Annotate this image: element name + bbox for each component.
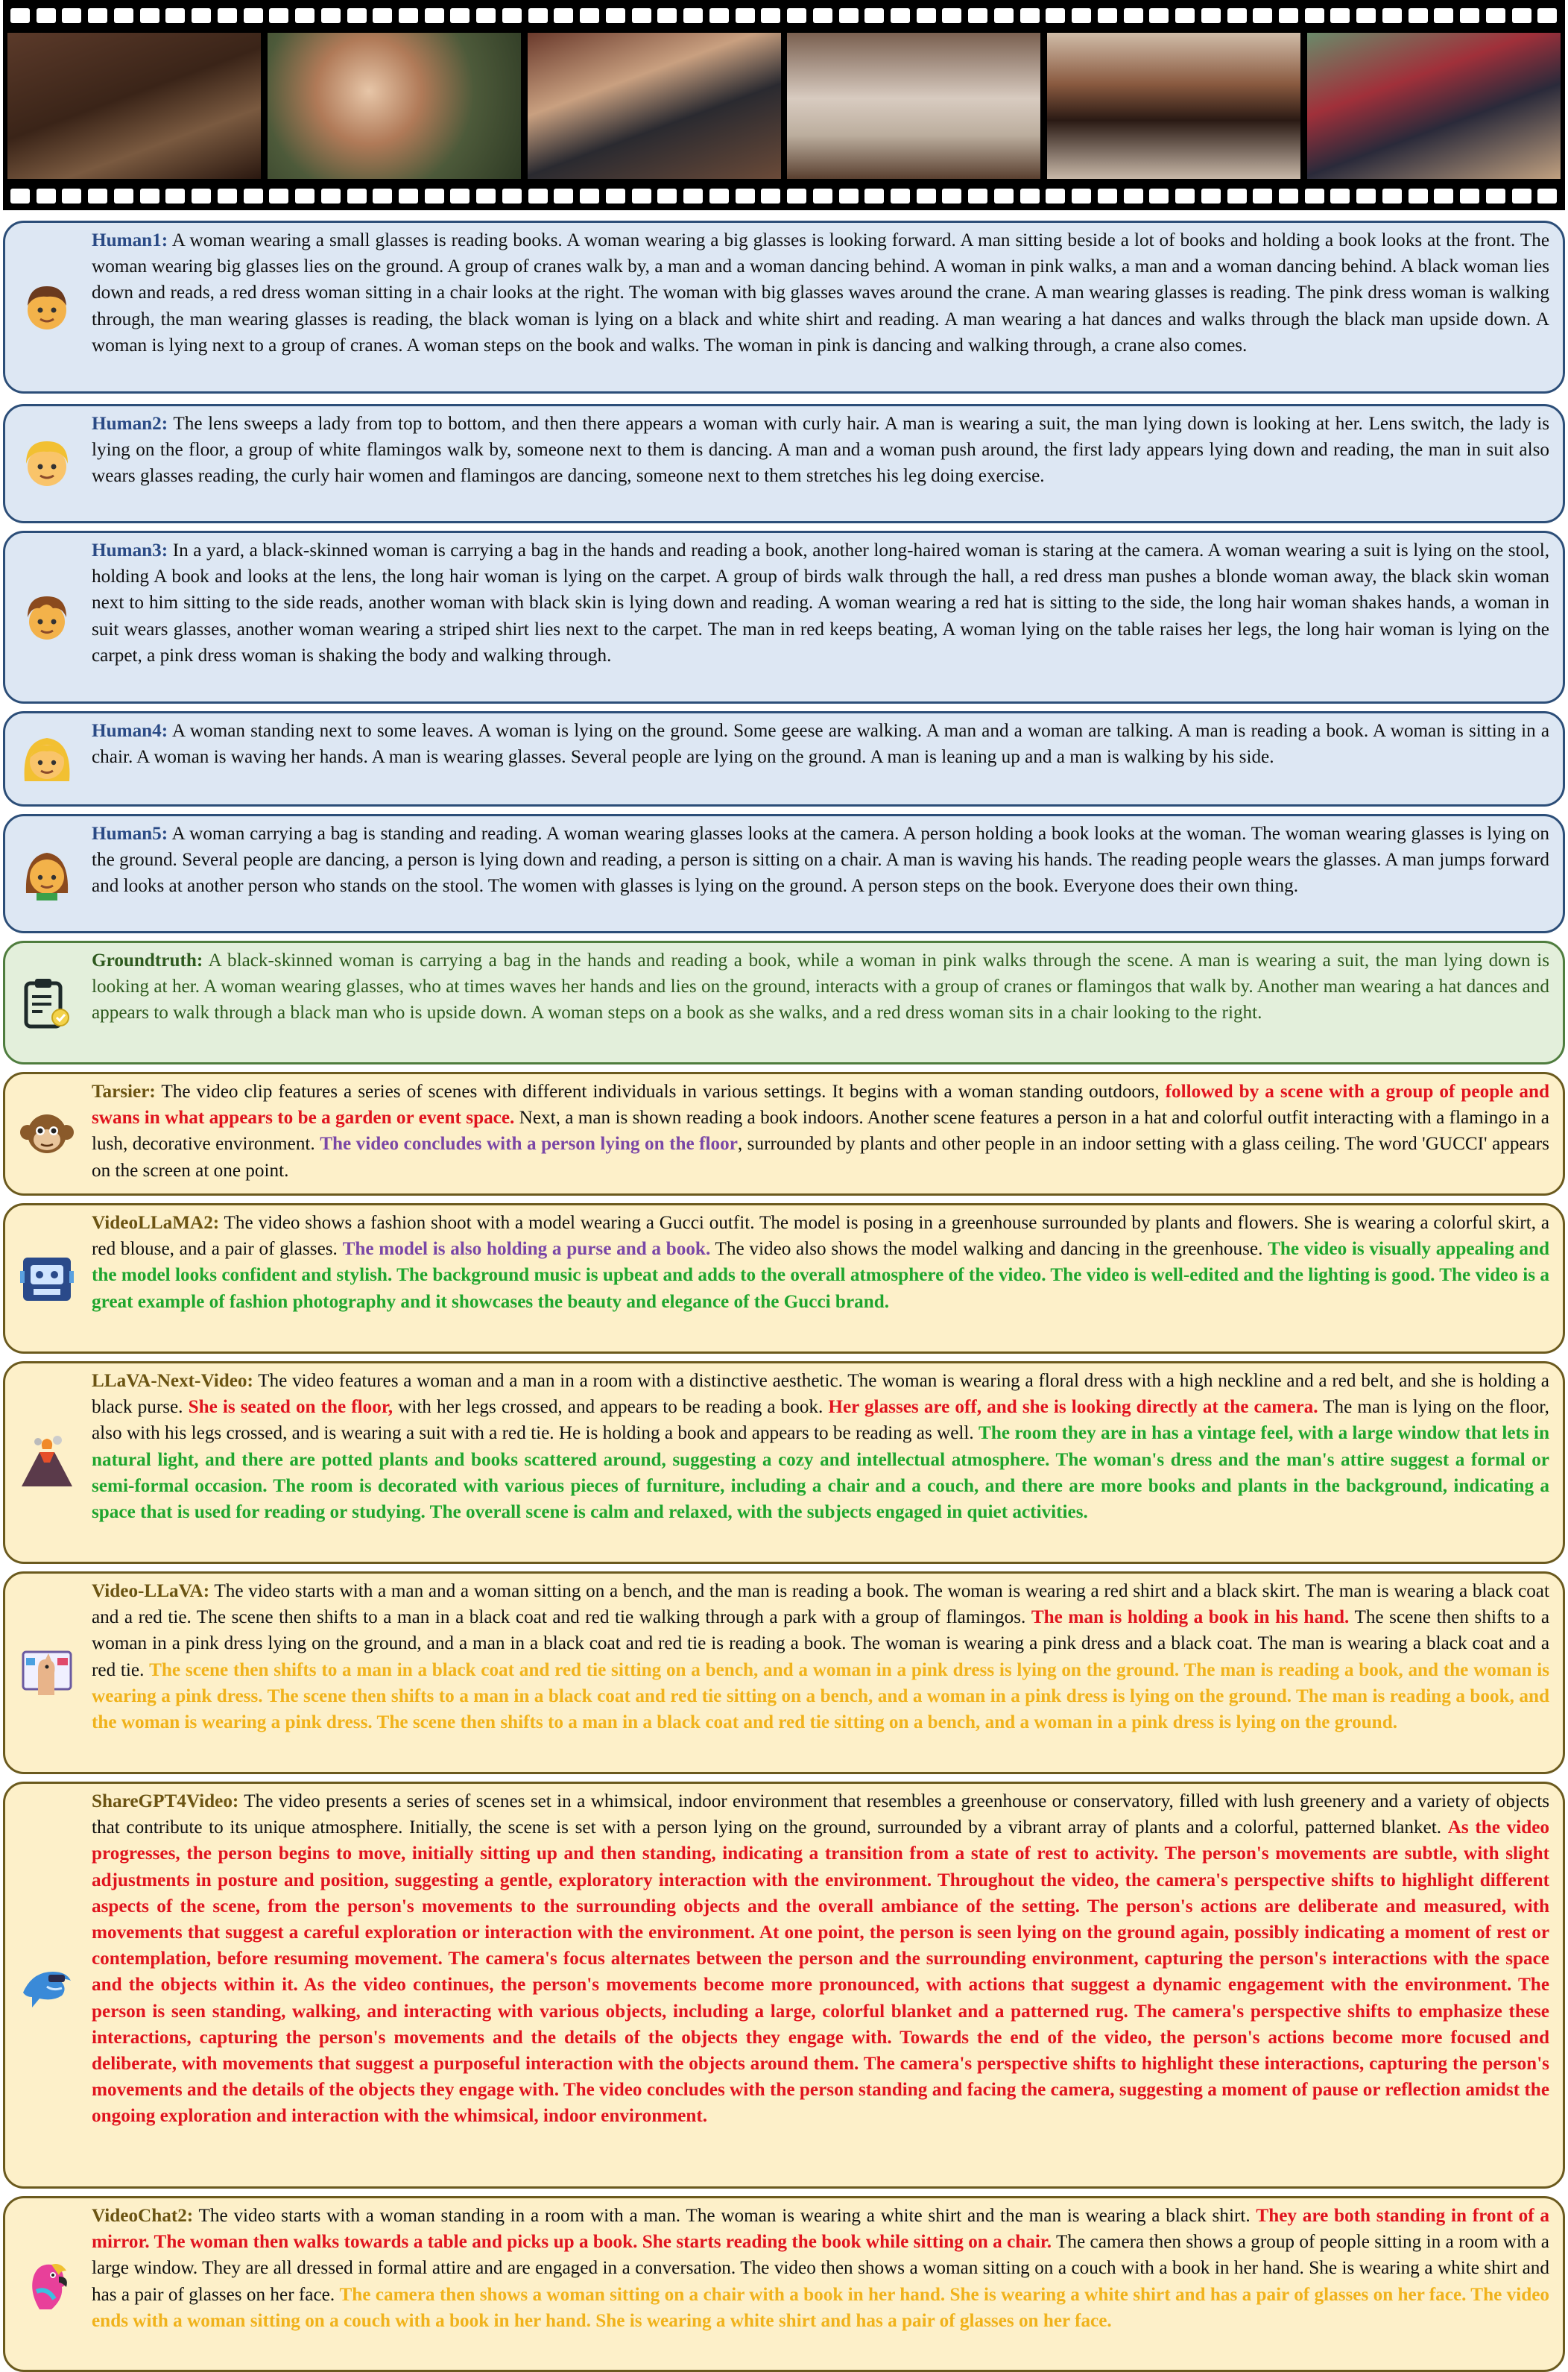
highlighted-segment: The model is also holding a purse and a book. bbox=[342, 1239, 711, 1260]
caption-segment: A woman standing next to some leaves. A woman is lying on the ground. Some geese are walking. A man and a woman are talking. A man is reading a book. A woman is sitting in a chair. A woman is waving her hands. A man is wearing glasses. Several people are lying on the ground. A man is leaning up and a man is walking by his side. bbox=[92, 721, 1549, 768]
caption-label: Human4: bbox=[92, 721, 168, 741]
caption-text bbox=[92, 1368, 1549, 1525]
caption-segment: The video shows a fashion shoot with a model wearing a Gucci outfit. The model is posing in a greenhouse surrounded by plants and flowers. She is wearing a colorful skirt, a red blouse, and a pair of glasses. bbox=[92, 1213, 1549, 1260]
boy-emoji-icon bbox=[17, 587, 77, 647]
caption-label: VideoLLaMA2: bbox=[92, 1213, 220, 1233]
caption-segment: with her legs crossed, and appears to be reading a book. bbox=[393, 1397, 829, 1418]
caption-text bbox=[92, 718, 1549, 770]
film-perforations-bottom bbox=[3, 180, 1565, 212]
caption-segment: The video also shows the model walking and dancing in the greenhouse. bbox=[710, 1239, 1268, 1260]
caption-segment: The lens sweeps a lady from top to bottom, and then there appears a woman with curly hair. A man is wearing a suit, the man lying down is looking at her. Lens switch, the lady is lying on the floor, a group of white flamingos walk by, someone next to them is dancing. A man and a woman push around, the first lady appears lying down and reading, the man in suit also wears glasses reading, the curly hair women and flamingos are dancing, someone next to them stretches his leg doing exercise. bbox=[92, 414, 1549, 487]
video-frame-3 bbox=[528, 33, 781, 179]
caption-label: VideoChat2: bbox=[92, 2206, 194, 2226]
highlighted-segment: The room they are in has a vintage feel, with a large window that lets in natural light, and there are potted plants and books scattered around, suggesting a cozy and intellectual atmosphere. The woman's dress and the man's attire suggest a formal or semi-formal occasion. The room is decorated with various pieces of furniture, including a chair and a couch, and there are more books and plants in the background, indicating a space that is used for reading or studying. The overall scene is calm and relaxed, with the subjects engaged in quiet activities. bbox=[92, 1423, 1550, 1523]
caption-segment: The camera then shows a group of people sitting in a room with a large window. They are all dressed in formal attire and are engaged in a conversation. The video then shows a woman sitting on a couch with a book in her hand. She is wearing a white shirt and has a pair of glasses on her face. bbox=[92, 2232, 1549, 2305]
caption-label: Human1: bbox=[92, 230, 168, 250]
caption-text bbox=[92, 227, 1549, 359]
video-frames bbox=[7, 33, 1561, 179]
caption-text bbox=[92, 411, 1549, 490]
human-caption-card bbox=[3, 814, 1565, 933]
caption-text bbox=[92, 1788, 1549, 2130]
model-caption-card bbox=[3, 1072, 1565, 1196]
highlighted-segment: They are both standing in front of a mirror. The woman then walks towards a table and picks up a book. She starts reading the book while sitting on a chair. bbox=[92, 2206, 1549, 2253]
caption-segment: A woman wearing a small glasses is reading books. A woman wearing a big glasses is looking forward. A man sitting beside a lot of books and holding a book looks at the front. The woman wearing big glasses lies on the ground. A group of cranes walk by, a man and a woman dancing behind. A woman in pink walks, a man and a woman dancing behind. A black woman lies down and reads, a red dress woman sitting in a chair looks at the right. The woman with big glasses waves around the crane. A man wearing glasses is reading. The pink dress woman is walking through, the man wearing glasses is reading, the black woman is lying on a black and white shirt and reading. A man wearing a hat dances and walks through the black man upside down. A woman is lying next to a group of cranes. A woman steps on the book and walks. The woman in pink is dancing and walking through, a crane also comes. bbox=[92, 230, 1549, 356]
highlighted-segment: She is seated on the floor, bbox=[188, 1397, 393, 1418]
highlighted-segment: followed by a scene with a group of people and swans in what appears to be a garden or event space. bbox=[92, 1082, 1550, 1129]
video-frame-2 bbox=[268, 33, 521, 179]
human-caption-card bbox=[3, 531, 1565, 704]
llama-icon bbox=[17, 1643, 77, 1703]
caption-label: ShareGPT4Video: bbox=[92, 1791, 239, 1811]
model-caption-card bbox=[3, 1203, 1565, 1354]
human-caption-card bbox=[3, 711, 1565, 807]
caption-text bbox=[92, 1210, 1549, 1315]
highlighted-segment: Her glasses are off, and she is looking directly at the camera. bbox=[828, 1397, 1318, 1418]
model-caption-card bbox=[3, 2196, 1565, 2372]
volcano-icon bbox=[17, 1433, 77, 1492]
model-caption-card bbox=[3, 1571, 1565, 1774]
caption-segment: The scene then shifts to a woman in a pink dress lying on the ground, and a man in a black coat and red tie is reading a book. The woman is wearing a pink dress and a black coat. The man is wearing a black coat and a red tie. bbox=[92, 1607, 1550, 1680]
caption-text bbox=[92, 537, 1549, 669]
highlighted-segment: The man is holding a book in his hand. bbox=[1031, 1607, 1350, 1628]
caption-text bbox=[92, 1079, 1549, 1184]
caption-text bbox=[92, 1578, 1549, 1735]
caption-text bbox=[92, 821, 1549, 900]
person-emoji-icon bbox=[17, 844, 77, 903]
caption-text bbox=[92, 947, 1549, 1026]
caption-segment: The video starts with a woman standing in a room with a man. The woman is wearing a white shirt and the man is wearing a black shirt. bbox=[193, 2206, 1256, 2226]
caption-segment: The video features a woman and a man in a room with a distinctive aesthetic. The woman is wearing a floral dress with a high neckline and a red belt, and she is holding a black purse. bbox=[92, 1371, 1549, 1418]
dolphin-icon bbox=[17, 1955, 77, 2015]
parrot-icon bbox=[17, 2254, 77, 2314]
caption-segment: In a yard, a black-skinned woman is carrying a bag in the hands and reading a book, another long-haired woman is staring at the camera. A woman wearing a suit is lying on the stool, holding A book and looks at the lens, the long hair woman is lying on the carpet. A group of birds walk through the hall, a red dress man pushes a blonde woman away, the black skin woman next to him sitting to the side reads, another woman with black skin is lying down and reading. A woman wearing a red hat is sitting to the side, the long hair woman shakes hands, a woman in suit wears glasses, another woman wearing a striped shirt lies next to the carpet. The man in red keeps beating, A woman lying on the table raises her legs, the long hair woman is lying on the carpet, a pink dress woman is shaking the body and walking through. bbox=[92, 540, 1549, 666]
caption-segment: The video starts with a man and a woman sitting on a bench, and the man is reading a book. The woman is wearing a red shirt and a black skirt. The man is wearing a black coat and a red tie. The scene then shifts to a man in a black coat and red tie walking through a park with a group of flamingos. bbox=[92, 1581, 1549, 1628]
video-frame-6 bbox=[1307, 33, 1561, 179]
caption-segment: The man is lying on the floor, also with his legs crossed, and is wearing a suit with a red tie. He is holding a book and appears to be reading as well. bbox=[92, 1397, 1549, 1444]
human-caption-card bbox=[3, 404, 1565, 523]
caption-label: Human3: bbox=[92, 540, 168, 561]
video-frame-5 bbox=[1047, 33, 1300, 179]
caption-segment: A black-skinned woman is carrying a bag in the hands and reading a book, while a woman in pink walks through the scene. A man is wearing a suit, the man lying down is looking at her. A woman wearing glasses, who at times waves her hands and lies on the ground, interacts with a group of cranes or flamingos that walk by. Another man wearing a hat dances and appears to walk through a black man who is upside down. A woman steps on a book as she walks, and a red dress woman sits in a chair looking to the right. bbox=[92, 950, 1549, 1023]
video-frame-1 bbox=[7, 33, 261, 179]
monkey-icon bbox=[17, 1104, 77, 1164]
caption-label: Human5: bbox=[92, 824, 168, 844]
caption-segment: Next, a man is shown reading a book indoors. Another scene features a person in a hat and colorful outfit interacting with a flamingo in a lush, decorative environment. bbox=[92, 1108, 1549, 1155]
caption-segment: The video clip features a series of scenes with different individuals in various settings. It begins with a woman standing outdoors, bbox=[155, 1082, 1166, 1102]
groundtruth-card bbox=[3, 941, 1565, 1064]
highlighted-segment: The video is visually appealing and the model looks confident and stylish. The background music is upbeat and adds to the overall atmosphere of the video. The video is well-edited and the lighting is good. The video is a great example of fashion photography and it showcases the beauty and elegance of the Gucci brand. bbox=[92, 1239, 1550, 1312]
highlighted-segment: The scene then shifts to a man in a black coat and red tie sitting on a bench, and a woman in a pink dress is lying on the ground. The man is reading a book, and the woman is wearing a pink dress. The scene then shifts to a man in a black coat and red tie sitting on a bench, and a woman in a pink dress is lying on the ground. The man is reading a book, and the woman is wearing a pink dress. The scene then shifts to a man in a black coat and red tie sitting on a bench, and a woman in a pink dress is lying on the ground. bbox=[92, 1659, 1549, 1733]
robot-icon bbox=[17, 1249, 77, 1308]
caption-label: Tarsier: bbox=[92, 1082, 156, 1102]
caption-label: Video-LLaVA: bbox=[92, 1581, 210, 1601]
highlighted-segment: The camera then shows a woman sitting on a chair with a book in her hand. She is wearing a white shirt and has a pair of glasses on her face. The video ends with a woman sitting on a couch with a book in her hand. She is wearing a white shirt and has a pair of glasses on her face. bbox=[92, 2284, 1549, 2331]
caption-segment: A woman carrying a bag is standing and reading. A woman wearing glasses looks at the camera. A person holding a book looks at the woman. The woman wearing glasses is lying on the ground. Several people are dancing, a person is lying down and reading, a person is sitting on a chair. A man is waving his hands. The reading people wears the glasses. A man jumps forward and looks at another person who stands on the stool. The women with glasses is lying on the ground. A person steps on the book. Everyone does their own thing. bbox=[92, 824, 1549, 897]
man-emoji-icon bbox=[17, 277, 77, 337]
film-perforations-top bbox=[3, 0, 1565, 31]
highlighted-segment: The video concludes with a person lying on the floor bbox=[320, 1134, 738, 1155]
caption-label: Groundtruth: bbox=[92, 950, 203, 971]
film-strip bbox=[3, 0, 1565, 210]
clipboard-check-icon bbox=[17, 973, 77, 1032]
blond-person-icon bbox=[17, 434, 77, 493]
caption-label: Human2: bbox=[92, 414, 168, 434]
model-caption-card bbox=[3, 1361, 1565, 1564]
model-caption-card bbox=[3, 1782, 1565, 2189]
caption-segment: , surrounded by plants and other people in an indoor setting with a glass ceiling. The word 'GUCCI' appears on the screen at one point. bbox=[92, 1134, 1549, 1181]
caption-label: LLaVA-Next-Video: bbox=[92, 1371, 253, 1391]
human-caption-card bbox=[3, 221, 1565, 394]
highlighted-segment: As the video progresses, the person begins to move, initially sitting up and then standing, indicating a transition from a state of rest to activity. The person's movements are subtle, with slight adjustments in posture and position, suggesting a gentle, exploratory interaction with the environment. Throughout the video, the camera's perspective shifts to highlight different aspects of the scene, from the person's movements to the surrounding objects and the overall ambiance of the setting. The person's actions are deliberate and measured, with movements that suggest a careful exploration or interaction with the environment. At one point, the person is seen lying on the ground again, possibly indicating a moment of rest or contemplation, before resuming movement. The camera's focus alternates between the person and the surrounding environment, capturing the person's interactions with the space and the objects within it. As the video continues, the person's movements become more pronounced, with actions that suggest a dynamic engagement with the environment. The person is seen standing, walking, and interacting with various objects, including a large, colorful blanket and a patterned rug. The camera's perspective shifts to emphasize these interactions, capturing the person's movements and the details of the objects they engage with. Towards the end of the video, the person's actions become more focused and deliberate, with movements that suggest a purposeful interaction with the objects around them. The camera's perspective shifts to highlight these interactions, capturing the person's movements and the details of the objects they engage with. The video concludes with the person standing and facing the camera, suggesting a moment of pause or reflection amidst the ongoing exploration and interaction with the whimsical, indoor environment. bbox=[92, 1817, 1549, 2127]
blond-woman-icon bbox=[17, 729, 77, 789]
video-frame-4 bbox=[787, 33, 1040, 179]
caption-text bbox=[92, 2203, 1549, 2334]
caption-segment: The video presents a series of scenes set in a whimsical, indoor environment that resembles a greenhouse or conservatory, filled with lush greenery and a variety of objects that contribute to its unique atmosphere. Initially, the scene is set with a person lying on the ground, surrounded by a vibrant array of plants and a colorful, patterned blanket. bbox=[92, 1791, 1549, 1838]
